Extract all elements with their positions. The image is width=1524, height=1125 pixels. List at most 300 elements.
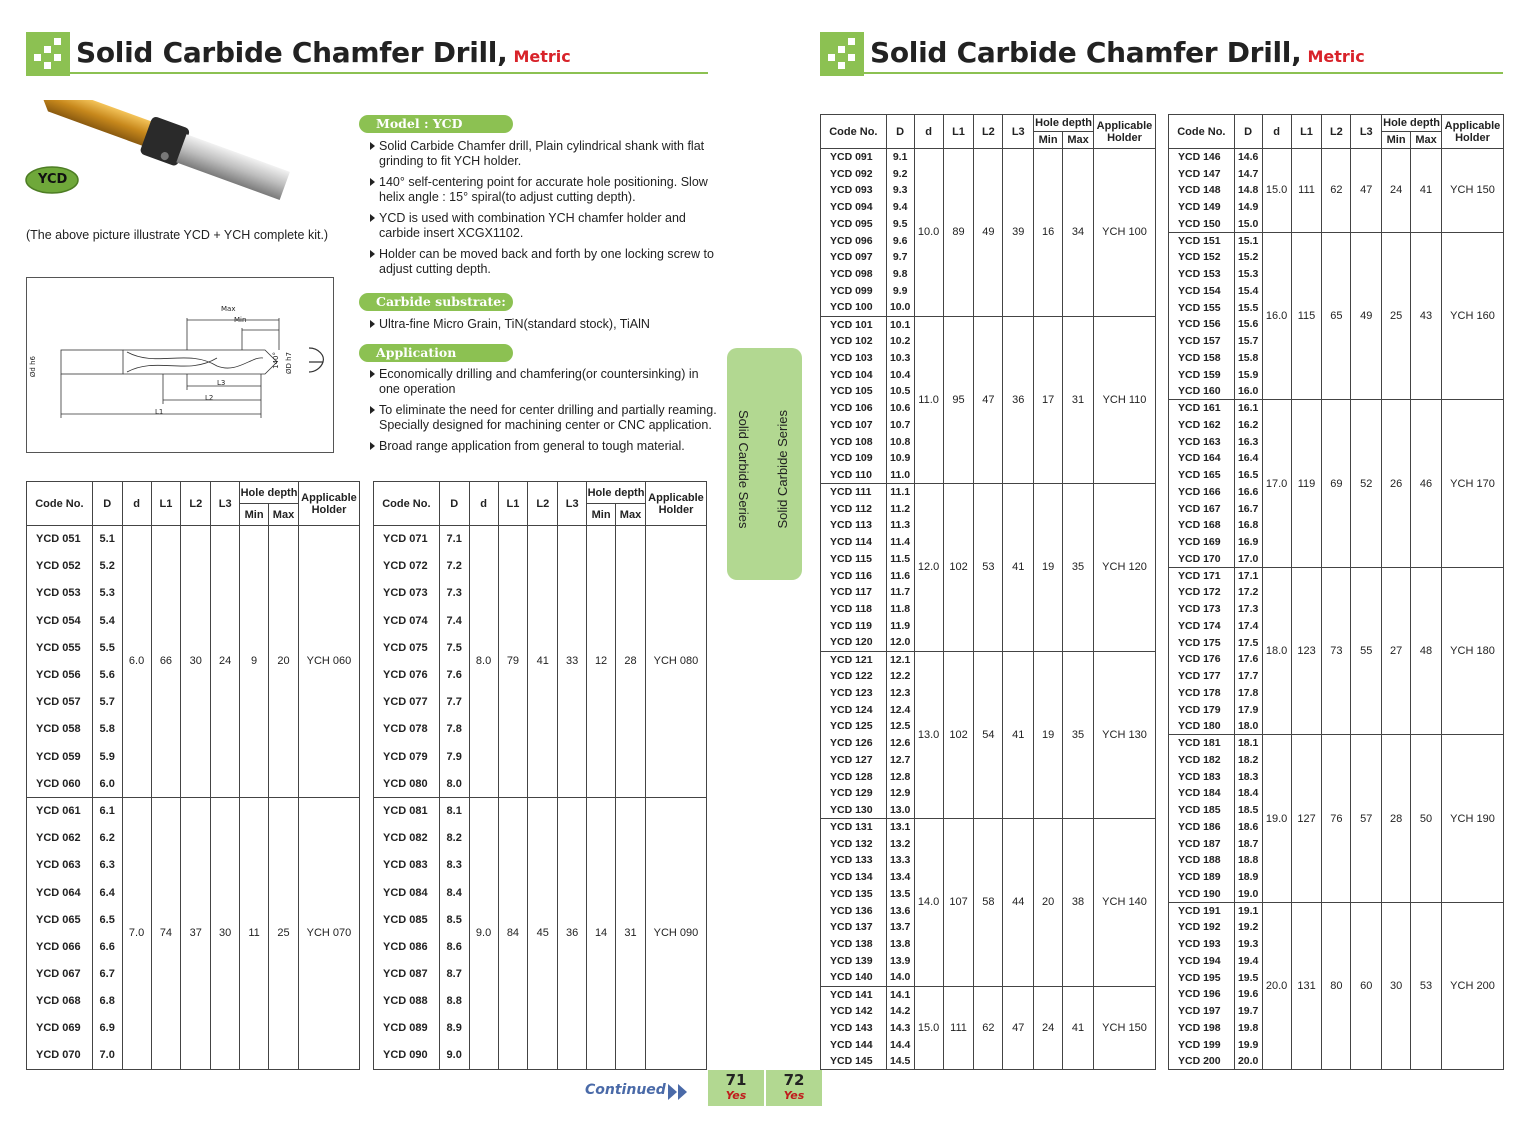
hole-min-cell: 24 bbox=[1382, 149, 1411, 233]
diameter-cell: 19.5 bbox=[1234, 969, 1262, 986]
hole-max-cell: 41 bbox=[1063, 986, 1094, 1070]
col-header-L2: L2 bbox=[528, 482, 558, 526]
diameter-cell: 11.7 bbox=[886, 584, 914, 601]
diameter-cell: 14.9 bbox=[1234, 199, 1262, 216]
diameter-cell: 16.4 bbox=[1234, 450, 1262, 467]
diameter-cell: 7.8 bbox=[439, 716, 469, 743]
code-cell: YCD 177 bbox=[1169, 668, 1235, 685]
hole-min-cell: 19 bbox=[1034, 484, 1063, 652]
diameter-cell: 11.3 bbox=[886, 517, 914, 534]
table-row bbox=[1169, 567, 1504, 584]
hole-max-cell: 31 bbox=[616, 797, 646, 1069]
diameter-cell: 12.9 bbox=[886, 785, 914, 802]
code-cell: YCD 165 bbox=[1169, 467, 1235, 484]
diameter-cell: 11.4 bbox=[886, 534, 914, 551]
code-cell: YCD 181 bbox=[1169, 735, 1235, 752]
diameter-cell: 13.0 bbox=[886, 802, 914, 819]
code-cell: YCD 187 bbox=[1169, 835, 1235, 852]
table-row bbox=[1169, 149, 1504, 166]
list-item: To eliminate the need for center drilling and partially reaming. Specially designed for machining center or CNC application. bbox=[370, 403, 720, 433]
diameter-cell: 15.5 bbox=[1234, 299, 1262, 316]
code-cell: YCD 105 bbox=[821, 383, 887, 400]
diameter-cell: 8.9 bbox=[439, 1015, 469, 1042]
diameter-cell: 19.9 bbox=[1234, 1036, 1262, 1053]
spec-table bbox=[1168, 114, 1504, 1070]
table-row bbox=[821, 819, 1156, 836]
code-cell: YCD 108 bbox=[821, 433, 887, 450]
shank-d-cell: 15.0 bbox=[914, 986, 943, 1070]
code-cell: YCD 173 bbox=[1169, 601, 1235, 618]
diameter-cell: 19.7 bbox=[1234, 1003, 1262, 1020]
diameter-cell: 10.0 bbox=[886, 299, 914, 316]
shank-d-cell: 20.0 bbox=[1262, 902, 1291, 1070]
diameter-cell: 10.3 bbox=[886, 350, 914, 367]
diameter-cell: 18.9 bbox=[1234, 869, 1262, 886]
l3-cell: 47 bbox=[1003, 986, 1034, 1070]
col-header-D: D bbox=[92, 482, 122, 526]
code-cell: YCD 106 bbox=[821, 400, 887, 417]
code-cell: YCD 130 bbox=[821, 802, 887, 819]
code-cell: YCD 131 bbox=[821, 819, 887, 836]
l2-cell: 65 bbox=[1322, 232, 1351, 400]
code-cell: YCD 067 bbox=[27, 961, 93, 988]
code-cell: YCD 111 bbox=[821, 484, 887, 501]
diameter-cell: 6.4 bbox=[92, 879, 122, 906]
l3-cell: 33 bbox=[558, 526, 587, 798]
dim-label-min: Min bbox=[234, 316, 247, 324]
diameter-cell: 9.6 bbox=[886, 232, 914, 249]
holder-cell: YCH 140 bbox=[1093, 819, 1155, 987]
diameter-cell: 10.1 bbox=[886, 316, 914, 333]
l2-cell: 80 bbox=[1322, 902, 1351, 1070]
l1-cell: 107 bbox=[943, 819, 974, 987]
hole-min-cell: 14 bbox=[587, 797, 616, 1069]
l1-cell: 111 bbox=[1291, 149, 1322, 233]
code-cell: YCD 065 bbox=[27, 906, 93, 933]
table-row bbox=[821, 149, 1156, 166]
diameter-cell: 5.7 bbox=[92, 689, 122, 716]
code-cell: YCD 178 bbox=[1169, 685, 1235, 702]
diameter-cell: 9.4 bbox=[886, 199, 914, 216]
holder-cell: YCH 190 bbox=[1441, 735, 1503, 903]
diameter-cell: 11.8 bbox=[886, 601, 914, 618]
code-cell: YCD 114 bbox=[821, 534, 887, 551]
holder-cell: YCH 090 bbox=[645, 797, 706, 1069]
col-header-max: Max bbox=[1063, 132, 1094, 149]
diameter-cell: 12.2 bbox=[886, 668, 914, 685]
shank-d-cell: 6.0 bbox=[122, 526, 151, 798]
diameter-cell: 5.4 bbox=[92, 607, 122, 634]
holder-cell: YCH 200 bbox=[1441, 902, 1503, 1070]
table-row bbox=[821, 316, 1156, 333]
diameter-cell: 17.6 bbox=[1234, 651, 1262, 668]
diameter-cell: 18.5 bbox=[1234, 802, 1262, 819]
page-subtitle: Metric bbox=[513, 47, 571, 66]
diameter-cell: 6.1 bbox=[92, 797, 122, 824]
code-cell: YCD 120 bbox=[821, 634, 887, 651]
brand-logo-icon bbox=[820, 32, 864, 76]
list-item: YCD is used with combination YCH chamfer holder and carbide insert XCGX1102. bbox=[370, 211, 720, 241]
code-cell: YCD 076 bbox=[374, 661, 440, 688]
diameter-cell: 5.3 bbox=[92, 580, 122, 607]
page-header-right bbox=[820, 30, 1503, 78]
diameter-cell: 19.6 bbox=[1234, 986, 1262, 1003]
diameter-cell: 8.3 bbox=[439, 852, 469, 879]
code-cell: YCD 133 bbox=[821, 852, 887, 869]
code-cell: YCD 128 bbox=[821, 768, 887, 785]
col-header-d: d bbox=[469, 482, 498, 526]
next-arrow-icon[interactable] bbox=[668, 1084, 677, 1100]
l1-cell: 95 bbox=[943, 316, 974, 484]
diameter-cell: 10.7 bbox=[886, 417, 914, 434]
l1-cell: 127 bbox=[1291, 735, 1322, 903]
code-cell: YCD 168 bbox=[1169, 517, 1235, 534]
diameter-cell: 14.6 bbox=[1234, 149, 1262, 166]
code-cell: YCD 092 bbox=[821, 165, 887, 182]
section-title-application: Application bbox=[359, 344, 513, 362]
l3-cell: 60 bbox=[1351, 902, 1382, 1070]
table-row bbox=[27, 526, 360, 553]
hole-max-cell: 34 bbox=[1063, 149, 1094, 317]
hole-max-cell: 25 bbox=[269, 797, 299, 1069]
code-cell: YCD 073 bbox=[374, 580, 440, 607]
l3-cell: 30 bbox=[211, 797, 240, 1069]
code-cell: YCD 109 bbox=[821, 450, 887, 467]
code-cell: YCD 104 bbox=[821, 366, 887, 383]
code-cell: YCD 098 bbox=[821, 266, 887, 283]
diameter-cell: 14.7 bbox=[1234, 165, 1262, 182]
col-header-D: D bbox=[886, 115, 914, 149]
l3-cell: 47 bbox=[1351, 149, 1382, 233]
l2-cell: 62 bbox=[974, 986, 1003, 1070]
code-cell: YCD 069 bbox=[27, 1015, 93, 1042]
code-cell: YCD 123 bbox=[821, 685, 887, 702]
code-cell: YCD 066 bbox=[27, 933, 93, 960]
diameter-cell: 13.8 bbox=[886, 936, 914, 953]
diameter-cell: 9.5 bbox=[886, 216, 914, 233]
shank-d-cell: 9.0 bbox=[469, 797, 498, 1069]
hole-min-cell: 25 bbox=[1382, 232, 1411, 400]
shank-d-cell: 17.0 bbox=[1262, 400, 1291, 568]
diameter-cell: 18.2 bbox=[1234, 752, 1262, 769]
diameter-cell: 18.4 bbox=[1234, 785, 1262, 802]
brand-logo-icon bbox=[26, 32, 70, 76]
diameter-cell: 12.5 bbox=[886, 718, 914, 735]
shank-d-cell: 13.0 bbox=[914, 651, 943, 819]
diameter-cell: 14.3 bbox=[886, 1020, 914, 1037]
diameter-cell: 18.6 bbox=[1234, 819, 1262, 836]
table-row bbox=[821, 651, 1156, 668]
shank-d-cell: 15.0 bbox=[1262, 149, 1291, 233]
code-cell: YCD 143 bbox=[821, 1020, 887, 1037]
code-cell: YCD 107 bbox=[821, 417, 887, 434]
code-cell: YCD 134 bbox=[821, 869, 887, 886]
list-item: Broad range application from general to tough material. bbox=[370, 439, 720, 454]
diameter-cell: 14.0 bbox=[886, 969, 914, 986]
code-cell: YCD 053 bbox=[27, 580, 93, 607]
diameter-cell: 5.9 bbox=[92, 743, 122, 770]
diameter-cell: 6.8 bbox=[92, 988, 122, 1015]
holder-cell: YCH 130 bbox=[1093, 651, 1155, 819]
dim-label-angle: 140° bbox=[272, 352, 280, 369]
diameter-cell: 18.8 bbox=[1234, 852, 1262, 869]
code-cell: YCD 054 bbox=[27, 607, 93, 634]
l3-cell: 39 bbox=[1003, 149, 1034, 317]
code-cell: YCD 182 bbox=[1169, 752, 1235, 769]
diameter-cell: 15.3 bbox=[1234, 266, 1262, 283]
product-caption: (The above picture illustrate YCD + YCH complete kit.) bbox=[26, 228, 329, 242]
diameter-cell: 10.6 bbox=[886, 400, 914, 417]
col-header-code: Code No. bbox=[1169, 115, 1235, 149]
side-tab-label-left: Solid Carbide Series bbox=[736, 410, 751, 529]
diameter-cell: 8.4 bbox=[439, 879, 469, 906]
diameter-cell: 17.0 bbox=[1234, 551, 1262, 568]
diameter-cell: 7.1 bbox=[439, 526, 469, 553]
l1-cell: 89 bbox=[943, 149, 974, 317]
l1-cell: 119 bbox=[1291, 400, 1322, 568]
diameter-cell: 6.3 bbox=[92, 852, 122, 879]
hole-min-cell: 17 bbox=[1034, 316, 1063, 484]
hole-max-cell: 46 bbox=[1411, 400, 1442, 568]
diameter-cell: 10.9 bbox=[886, 450, 914, 467]
diameter-cell: 15.2 bbox=[1234, 249, 1262, 266]
holder-cell: YCH 150 bbox=[1441, 149, 1503, 233]
hole-max-cell: 53 bbox=[1411, 902, 1442, 1070]
col-header-L3: L3 bbox=[558, 482, 587, 526]
col-header-max: Max bbox=[616, 504, 646, 526]
technical-drawing bbox=[26, 277, 334, 453]
l2-cell: 69 bbox=[1322, 400, 1351, 568]
diameter-cell: 15.7 bbox=[1234, 333, 1262, 350]
col-header-D: D bbox=[1234, 115, 1262, 149]
code-cell: YCD 112 bbox=[821, 500, 887, 517]
diameter-cell: 17.4 bbox=[1234, 618, 1262, 635]
code-cell: YCD 151 bbox=[1169, 232, 1235, 249]
col-header-L1: L1 bbox=[1291, 115, 1322, 149]
code-cell: YCD 159 bbox=[1169, 366, 1235, 383]
l3-cell: 24 bbox=[211, 526, 240, 798]
code-cell: YCD 142 bbox=[821, 1003, 887, 1020]
continued-link[interactable]: Continued bbox=[585, 1082, 666, 1098]
l3-cell: 41 bbox=[1003, 651, 1034, 819]
list-item: 140° self-centering point for accurate hole positioning. Slow helix angle : 15° spiral(to adjust cutting depth). bbox=[370, 175, 720, 205]
l2-cell: 76 bbox=[1322, 735, 1351, 903]
diameter-cell: 11.9 bbox=[886, 618, 914, 635]
l1-cell: 79 bbox=[498, 526, 528, 798]
code-cell: YCD 189 bbox=[1169, 869, 1235, 886]
code-cell: YCD 190 bbox=[1169, 886, 1235, 903]
code-cell: YCD 118 bbox=[821, 601, 887, 618]
diameter-cell: 12.1 bbox=[886, 651, 914, 668]
code-cell: YCD 198 bbox=[1169, 1020, 1235, 1037]
col-header-holder: Applicable Holder bbox=[1093, 115, 1155, 149]
holder-cell: YCH 160 bbox=[1441, 232, 1503, 400]
diameter-cell: 13.3 bbox=[886, 852, 914, 869]
col-header-max: Max bbox=[269, 504, 299, 526]
code-cell: YCD 139 bbox=[821, 953, 887, 970]
page-subtitle: Metric bbox=[1307, 47, 1365, 66]
diameter-cell: 5.6 bbox=[92, 661, 122, 688]
col-header-d: d bbox=[122, 482, 151, 526]
col-header-L3: L3 bbox=[1351, 115, 1382, 149]
code-cell: YCD 126 bbox=[821, 735, 887, 752]
hole-min-cell: 20 bbox=[1034, 819, 1063, 987]
code-cell: YCD 144 bbox=[821, 1036, 887, 1053]
col-header-hole-depth: Hole depth bbox=[1382, 115, 1442, 132]
l1-cell: 111 bbox=[943, 986, 974, 1070]
table-row bbox=[374, 526, 707, 553]
code-cell: YCD 132 bbox=[821, 835, 887, 852]
hole-max-cell: 43 bbox=[1411, 232, 1442, 400]
col-header-L1: L1 bbox=[498, 482, 528, 526]
code-cell: YCD 099 bbox=[821, 283, 887, 300]
hole-max-cell: 35 bbox=[1063, 651, 1094, 819]
col-header-code: Code No. bbox=[27, 482, 93, 526]
table-row bbox=[1169, 400, 1504, 417]
code-cell: YCD 052 bbox=[27, 553, 93, 580]
diameter-cell: 5.5 bbox=[92, 634, 122, 661]
hole-min-cell: 16 bbox=[1034, 149, 1063, 317]
code-cell: YCD 191 bbox=[1169, 902, 1235, 919]
l2-cell: 30 bbox=[181, 526, 211, 798]
diameter-cell: 16.9 bbox=[1234, 534, 1262, 551]
col-header-max: Max bbox=[1411, 132, 1442, 149]
diameter-cell: 6.6 bbox=[92, 933, 122, 960]
diameter-cell: 7.9 bbox=[439, 743, 469, 770]
shank-d-cell: 14.0 bbox=[914, 819, 943, 987]
col-header-D: D bbox=[439, 482, 469, 526]
code-cell: YCD 057 bbox=[27, 689, 93, 716]
diameter-cell: 9.3 bbox=[886, 182, 914, 199]
code-cell: YCD 074 bbox=[374, 607, 440, 634]
code-cell: YCD 157 bbox=[1169, 333, 1235, 350]
hole-min-cell: 9 bbox=[240, 526, 269, 798]
code-cell: YCD 055 bbox=[27, 634, 93, 661]
diameter-cell: 9.8 bbox=[886, 266, 914, 283]
diameter-cell: 7.4 bbox=[439, 607, 469, 634]
code-cell: YCD 116 bbox=[821, 567, 887, 584]
diameter-cell: 15.8 bbox=[1234, 350, 1262, 367]
code-cell: YCD 087 bbox=[374, 961, 440, 988]
code-cell: YCD 175 bbox=[1169, 634, 1235, 651]
code-cell: YCD 063 bbox=[27, 852, 93, 879]
code-cell: YCD 059 bbox=[27, 743, 93, 770]
diameter-cell: 17.7 bbox=[1234, 668, 1262, 685]
shank-d-cell: 8.0 bbox=[469, 526, 498, 798]
code-cell: YCD 167 bbox=[1169, 500, 1235, 517]
list-item: Ultra-fine Micro Grain, TiN(standard stock), TiAlN bbox=[370, 317, 720, 332]
code-cell: YCD 164 bbox=[1169, 450, 1235, 467]
code-cell: YCD 079 bbox=[374, 743, 440, 770]
product-badge: YCD bbox=[38, 172, 68, 187]
l2-cell: 45 bbox=[528, 797, 558, 1069]
diameter-cell: 8.7 bbox=[439, 961, 469, 988]
dim-label-l1: L1 bbox=[155, 408, 164, 416]
table-row bbox=[821, 986, 1156, 1003]
diameter-cell: 9.1 bbox=[886, 149, 914, 166]
code-cell: YCD 064 bbox=[27, 879, 93, 906]
code-cell: YCD 196 bbox=[1169, 986, 1235, 1003]
diameter-cell: 18.7 bbox=[1234, 835, 1262, 852]
code-cell: YCD 090 bbox=[374, 1042, 440, 1069]
col-header-holder: Applicable Holder bbox=[645, 482, 706, 526]
holder-cell: YCH 080 bbox=[645, 526, 706, 798]
diameter-cell: 17.8 bbox=[1234, 685, 1262, 702]
shank-d-cell: 10.0 bbox=[914, 149, 943, 317]
yes-logo: Yes bbox=[783, 1089, 805, 1102]
diameter-cell: 15.0 bbox=[1234, 216, 1262, 233]
code-cell: YCD 096 bbox=[821, 232, 887, 249]
code-cell: YCD 172 bbox=[1169, 584, 1235, 601]
l3-cell: 55 bbox=[1351, 567, 1382, 735]
code-cell: YCD 184 bbox=[1169, 785, 1235, 802]
l3-cell: 44 bbox=[1003, 819, 1034, 987]
page-title: Solid Carbide Chamfer Drill, bbox=[76, 36, 508, 69]
shank-d-cell: 16.0 bbox=[1262, 232, 1291, 400]
product-image bbox=[24, 100, 344, 220]
diameter-cell: 10.4 bbox=[886, 366, 914, 383]
page-title: Solid Carbide Chamfer Drill, bbox=[870, 36, 1302, 69]
col-header-min: Min bbox=[1382, 132, 1411, 149]
diameter-cell: 14.4 bbox=[886, 1036, 914, 1053]
code-cell: YCD 058 bbox=[27, 716, 93, 743]
dim-label-dh6: Ød h6 bbox=[29, 356, 37, 378]
series-side-tab bbox=[727, 348, 802, 580]
next-arrow-icon[interactable] bbox=[678, 1084, 687, 1100]
holder-cell: YCH 060 bbox=[298, 526, 359, 798]
code-cell: YCD 097 bbox=[821, 249, 887, 266]
page-header-left bbox=[26, 30, 708, 78]
l2-cell: 54 bbox=[974, 651, 1003, 819]
code-cell: YCD 136 bbox=[821, 902, 887, 919]
hole-max-cell: 31 bbox=[1063, 316, 1094, 484]
diameter-cell: 8.6 bbox=[439, 933, 469, 960]
l1-cell: 102 bbox=[943, 484, 974, 652]
diameter-cell: 6.9 bbox=[92, 1015, 122, 1042]
col-header-L3: L3 bbox=[1003, 115, 1034, 149]
diameter-cell: 19.2 bbox=[1234, 919, 1262, 936]
diameter-cell: 11.1 bbox=[886, 484, 914, 501]
col-header-L1: L1 bbox=[943, 115, 974, 149]
l2-cell: 37 bbox=[181, 797, 211, 1069]
shank-d-cell: 18.0 bbox=[1262, 567, 1291, 735]
col-header-L2: L2 bbox=[974, 115, 1003, 149]
col-header-L3: L3 bbox=[211, 482, 240, 526]
col-header-d: d bbox=[1262, 115, 1291, 149]
diameter-cell: 13.5 bbox=[886, 886, 914, 903]
holder-cell: YCH 150 bbox=[1093, 986, 1155, 1070]
hole-min-cell: 12 bbox=[587, 526, 616, 798]
hole-max-cell: 28 bbox=[616, 526, 646, 798]
code-cell: YCD 119 bbox=[821, 618, 887, 635]
dim-label-l2: L2 bbox=[205, 394, 214, 402]
col-header-holder: Applicable Holder bbox=[1441, 115, 1503, 149]
code-cell: YCD 129 bbox=[821, 785, 887, 802]
code-cell: YCD 158 bbox=[1169, 350, 1235, 367]
diameter-cell: 17.9 bbox=[1234, 701, 1262, 718]
code-cell: YCD 101 bbox=[821, 316, 887, 333]
hole-max-cell: 48 bbox=[1411, 567, 1442, 735]
hole-max-cell: 20 bbox=[269, 526, 299, 798]
spec-table bbox=[26, 481, 360, 1070]
hole-min-cell: 27 bbox=[1382, 567, 1411, 735]
list-item: Solid Carbide Chamfer drill, Plain cylindrical shank with flat grinding to fit YCH holder. bbox=[370, 139, 720, 169]
diameter-cell: 19.1 bbox=[1234, 902, 1262, 919]
code-cell: YCD 115 bbox=[821, 551, 887, 568]
code-cell: YCD 110 bbox=[821, 467, 887, 484]
code-cell: YCD 056 bbox=[27, 661, 93, 688]
diameter-cell: 8.2 bbox=[439, 825, 469, 852]
